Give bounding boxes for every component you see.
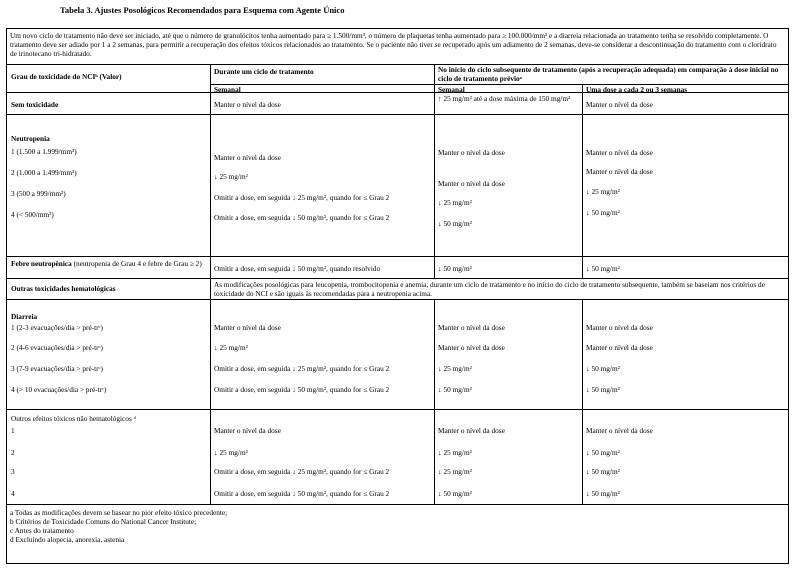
diarrhea-grade-2: 2 (4-6 evacuações/dia > pré-trᶜ) (11, 343, 103, 352)
col-rule-3 (582, 84, 583, 278)
footnote-d: d Excluindo alopecia, anorexia, astenia (10, 535, 125, 544)
diarrhea-every-3: ↓ 50 mg/m² (586, 364, 620, 373)
header-next: No início do ciclo subsequente de tratamento (após a recuperação adequada) em comparação à dose inicial no ciclo de tratamento prévioᵃ (438, 65, 779, 83)
febrile-detail: (neutropenia de Grau 4 e febre de Grau ≥ 2) (73, 259, 202, 268)
diarrhea-every-4: ↓ 50 mg/m² (586, 385, 620, 394)
febrile-label (11, 259, 207, 268)
header-every23: Uma dose a cada 2 ou 3 semanas (586, 85, 688, 94)
nonheme-grade-3: 3 (11, 467, 15, 476)
neutro-grade-2: 2 (1.000 a 1.499/mm³) (11, 168, 77, 177)
col-rule-1 (210, 64, 211, 265)
neutro-grade-4: 4 (< 500/mm³) (11, 210, 54, 219)
neutro-during-3: Omitir a dose, em seguida ↓ 25 mg/m², quando for ≤ Grau 2 (214, 193, 390, 202)
no-tox-label: Sem toxicidade (11, 100, 59, 109)
col-rule-1c (210, 256, 211, 278)
neutro-grade-3: 3 (500 a 999/mm³) (11, 189, 66, 198)
header-weekly-next: Semanal (438, 85, 465, 94)
other-heme-label: Outras toxicidades hematológicas (11, 284, 116, 293)
col-rule-1b (210, 278, 211, 504)
neutro-every-4: ↓ 50 mg/m² (586, 208, 620, 217)
diarrhea-during-3: Omitir a dose, em seguida ↓ 25 mg/m², quando for ≤ Grau 2 (214, 364, 390, 373)
neutro-weekly-3: ↓ 25 mg/m² (438, 198, 472, 207)
nonheme-every-1: Manter o nível da dose (586, 426, 653, 435)
no-tox-every: Manter o nível da dose (586, 100, 653, 109)
nonheme-every-4: ↓ 50 mg/m² (586, 489, 620, 498)
neutro-during-1: Manter o nível da dose (214, 153, 281, 162)
diarrhea-every-2: Manter o nível da dose (586, 343, 653, 352)
rule-neutro-bottom (7, 256, 788, 257)
nonheme-weekly-1: Manter o nível da dose (438, 426, 505, 435)
other-heme-text: As modificações posológicas para leucopenia, trombocitopenia e anemia, durante um ciclo de tratamento e no início do ciclo de tratamento subsequente, também se baseiam nos critérios de toxicidade do NCI e são iguais às recomendadas para a neutropenia acima. (214, 280, 765, 298)
nonheme-label: Outros efeitos tóxicos não hematológicos ᵈ (11, 414, 136, 423)
diarrhea-weekly-1: Manter o nível da dose (438, 323, 505, 332)
col-rule-2 (434, 64, 435, 278)
nonheme-grade-4: 4 (11, 489, 15, 498)
diarrhea-weekly-3: ↓ 25 mg/m² (438, 364, 472, 373)
neutro-every-1: Manter o nível da dose (586, 148, 653, 157)
nonheme-weekly-3: ↓ 25 mg/m² (438, 467, 472, 476)
febrile-during: Omitir a dose, em seguida ↓ 50 mg/m², quando resolvido (214, 264, 381, 273)
nonheme-during-2: ↓ 25 mg/m² (214, 448, 248, 457)
neutro-during-4: Omitir a dose, em seguida ↓ 50 mg/m², quando for ≤ Grau 2 (214, 213, 390, 222)
nonheme-weekly-2: ↓ 25 mg/m² (438, 448, 472, 457)
diarrhea-grade-1: 1 (2-3 evacuações/dia > pré-trᶜ) (11, 323, 103, 332)
footnote-b: b Critérios de Toxicidade Comuns do National Cancer Institute; (10, 517, 197, 526)
nonheme-weekly-4: ↓ 50 mg/m² (438, 489, 472, 498)
diarrhea-during-1: Manter o nível da dose (214, 323, 281, 332)
neutro-weekly-2: Manter o nível da dose (438, 179, 505, 188)
dose-adjustment-table (6, 28, 789, 564)
header-weekly-during: Semanal (214, 85, 241, 94)
diarrhea-during-4: Omitir a dose, em seguida ↓ 50 mg/m², quando for ≤ Grau 2 (214, 385, 390, 394)
intro-paragraph: Um novo ciclo de tratamento não deve ser iniciado, até que o número de granulócitos tenha aumentado para ≥ 1.500/mm³, o número de plaquetas tenha aumentado para ≥ 100.000/mm³ e a diarreia relacionada ao tratamento tenha se resolvido completamente. O tratamento deve ser adiado por 1 a 2 semanas, para permitir a recuperação dos efeitos tóxicos relacionados ao tratamento. Se o paciente não tiver se recuperado após um adiamento de 2 semanas, deve-se considerar a descontinuação do tratamento com o cloridrato de irinotecano tri-hidratado. (10, 31, 777, 58)
nonheme-every-2: ↓ 50 mg/m² (586, 448, 620, 457)
nonheme-grade-2: 2 (11, 448, 15, 457)
col-rule-3b (582, 299, 583, 504)
footnote-a: a Todas as modificações devem se basear no pior efeito tóxico precedente; (10, 508, 228, 517)
nonheme-during-1: Manter o nível da dose (214, 426, 281, 435)
rule-nonheme-bottom (7, 504, 788, 505)
diarrhea-weekly-4: ↓ 50 mg/m² (438, 385, 472, 394)
rule-no-tox-bottom (7, 114, 788, 115)
rule-febrile-bottom (7, 278, 788, 279)
diarrhea-during-2: ↓ 25 mg/m² (214, 343, 248, 352)
neutro-every-3: ↓ 25 mg/m² (586, 187, 620, 196)
neutro-during-2: ↓ 25 mg/m² (214, 172, 248, 181)
neutro-grade-1: 1 (1.500 a 1.999/mm³) (11, 147, 77, 156)
col-rule-2b (434, 299, 435, 504)
no-tox-during: Manter o nível da dose (214, 100, 281, 109)
febrile-weekly: ↓ 50 mg/m² (438, 264, 472, 273)
neutro-label: Neutropenia (11, 134, 50, 143)
rule-subheader (210, 84, 788, 85)
diarrhea-label: Diarreia (11, 312, 38, 321)
neutro-weekly-4: ↓ 50 mg/m² (438, 219, 472, 228)
rule-other-heme-bottom (7, 299, 788, 300)
febrile-every: ↓ 50 mg/m² (586, 264, 620, 273)
diarrhea-every-1: Manter o nível da dose (586, 323, 653, 332)
header-grade: Grau de toxicidade do NCIᵇ (Valor) (11, 72, 122, 81)
no-tox-weekly: ↑ 25 mg/m² até a dose máxima de 150 mg/m² (438, 94, 571, 103)
diarrhea-grade-4: 4 (> 10 evacuações/dia > pré-trᶜ) (11, 385, 107, 394)
neutro-weekly-1: Manter o nível da dose (438, 148, 505, 157)
nonheme-during-4: Omitir a dose, em seguida ↓ 50 mg/m², quando for ≤ Grau 2 (214, 489, 390, 498)
nonheme-during-3: Omitir a dose, em seguida ↓ 25 mg/m², quando for ≤ Grau 2 (214, 467, 390, 476)
footnote-c: c Antes do tratamento (10, 526, 74, 535)
neutro-every-2: Manter o nível da dose (586, 167, 653, 176)
febrile-title: Febre neutropênica (11, 259, 72, 268)
header-during: Durante um ciclo de tratamento (214, 67, 314, 76)
nonheme-every-3: ↓ 50 mg/m² (586, 467, 620, 476)
nonheme-grade-1: 1 (11, 426, 15, 435)
table-title: Tabela 3. Ajustes Posológicos Recomendados para Esquema com Agente Único (60, 5, 345, 15)
rule-diarrhea-bottom (7, 409, 788, 410)
diarrhea-grade-3: 3 (7-9 evacuações/dia > pré-trᶜ) (11, 364, 103, 373)
diarrhea-weekly-2: Manter o nível da dose (438, 343, 505, 352)
